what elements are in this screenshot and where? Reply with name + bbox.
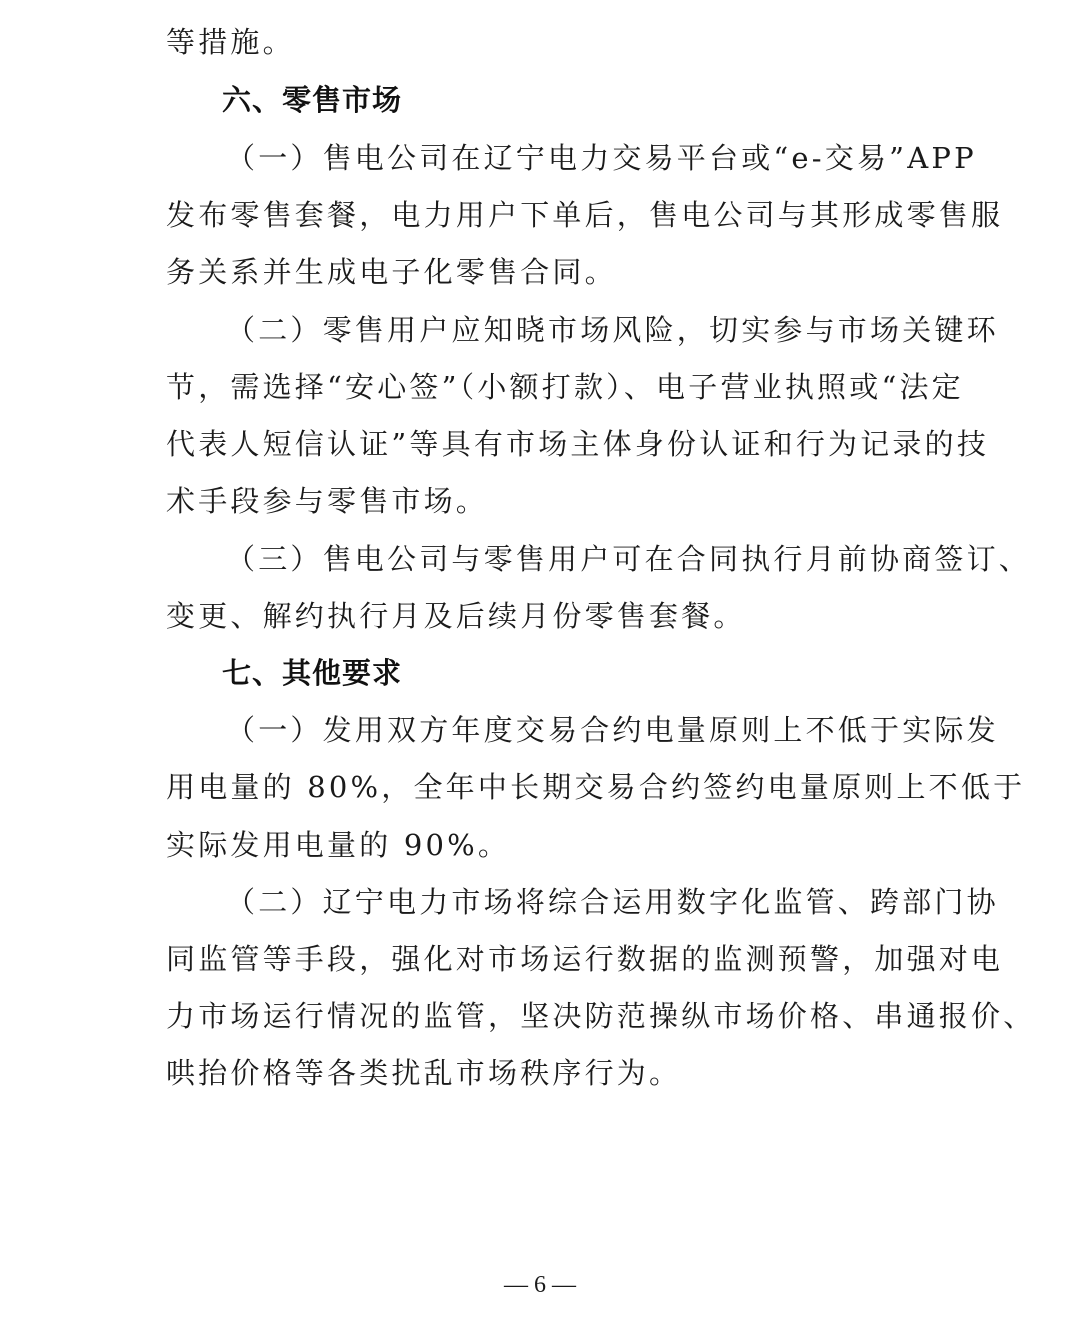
- paragraph-line: 同监管等手段，强化对市场运行数据的监测预警，加强对电: [166, 942, 1004, 976]
- paragraph-line: （一）发用双方年度交易合约电量原则上不低于实际发: [226, 713, 999, 747]
- paragraph-line: 术手段参与零售市场。: [166, 484, 489, 518]
- paragraph-line: 哄抬价格等各类扰乱市场秩序行为。: [166, 1056, 682, 1090]
- paragraph-line: （二）零售用户应知晓市场风险，切实参与市场关键环: [226, 313, 999, 347]
- paragraph-line: 实际发用电量的 90%。: [166, 828, 511, 862]
- section-heading-retail-market: 六、零售市场: [222, 83, 403, 117]
- paragraph-line: 变更、解约执行月及后续月份零售套餐。: [166, 599, 746, 633]
- paragraph-line: 务关系并生成电子化零售合同。: [166, 255, 617, 289]
- paragraph-line: 节，需选择“安心签”（小额打款）、电子营业执照或“法定: [166, 370, 964, 404]
- paragraph-line: 发布零售套餐，电力用户下单后，售电公司与其形成零售服: [166, 198, 1004, 232]
- paragraph-line: 力市场运行情况的监管，坚决防范操纵市场价格、串通报价、: [166, 999, 1036, 1033]
- section-heading-other-requirements: 七、其他要求: [222, 656, 403, 690]
- paragraph-line: 用电量的 80%，全年中长期交易合约签约电量原则上不低于: [166, 770, 1026, 804]
- paragraph-line: （二）辽宁电力市场将综合运用数字化监管、跨部门协: [226, 885, 999, 919]
- paragraph-line: 代表人短信认证”等具有市场主体身份认证和行为记录的技: [166, 427, 990, 461]
- page-number: — 6 —: [504, 1272, 576, 1298]
- continuation-text: 等措施。: [166, 25, 295, 59]
- paragraph-line: （三）售电公司与零售用户可在合同执行月前协商签订、: [226, 542, 1032, 576]
- paragraph-line: （一）售电公司在辽宁电力交易平台或“e-交易”APP: [226, 141, 977, 175]
